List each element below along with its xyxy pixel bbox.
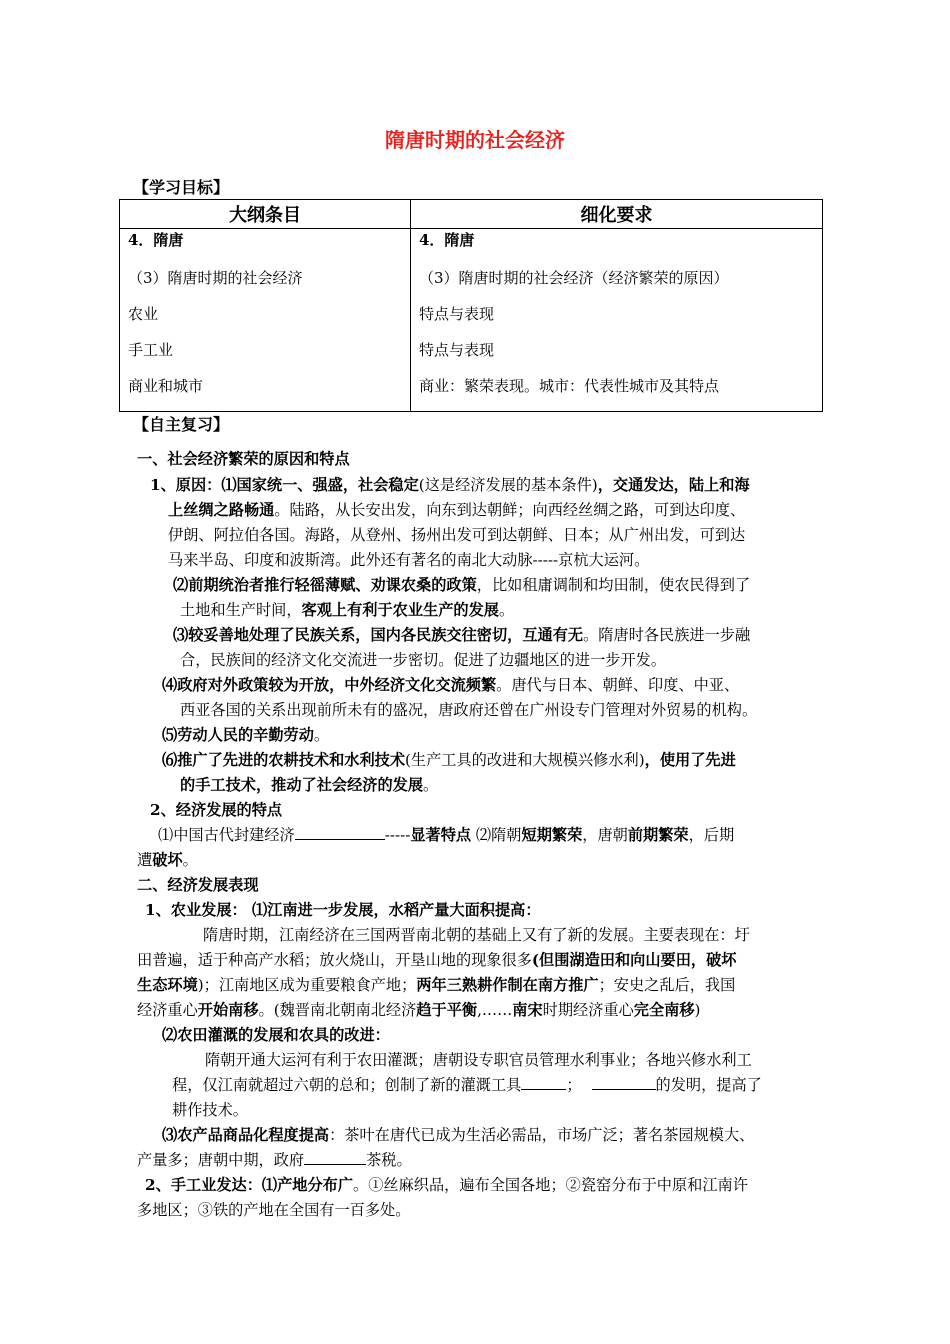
- goals-col2-item: 商业：繁荣表现。城市：代表性城市及其特点: [419, 377, 720, 395]
- goals-col1-item: 4．隋唐: [128, 231, 184, 249]
- features-line2: 遭破坏。: [137, 851, 198, 869]
- irrigation-line1: 隋朝开通大运河有利于农田灌溉；唐朝设专职官员管理水利事业；各地兴修水利工: [205, 1051, 752, 1069]
- irrigation-line3: 耕作技术。: [172, 1101, 248, 1119]
- reason-1-line2: 上丝绸之路畅通。陆路，从长安出发，向东到达朝鲜；向西经丝绸之路，可到达印度、: [168, 501, 746, 519]
- commercialization-line2: 产量多；唐朝中期，政府 茶税。: [137, 1151, 412, 1169]
- section-one-title: 一、社会经济繁荣的原因和特点: [137, 450, 350, 468]
- agriculture-line2: 田普遍，适于种高产水稻；放火烧山，开垦山地的现象很多(但围湖造田和向山要田，破坏: [137, 951, 737, 969]
- commercialization-line1: ⑶农产品商品化程度提高：茶叶在唐代已成为生活必需品，市场广泛；著名茶园规模大、: [162, 1126, 755, 1144]
- section-two-title: 二、经济发展表现: [137, 876, 259, 894]
- goals-col2-item: 特点与表现: [419, 341, 495, 359]
- agriculture-heading: 1、农业发展： ⑴江南进一步发展，水稻产量大面积提高：: [145, 901, 541, 919]
- goals-col2-cell: [411, 229, 823, 412]
- reason-1-line3: 伊朗、阿拉伯各国。海路，从登州、扬州出发可到达朝鲜、日本；从广州出发，可到达: [168, 526, 746, 544]
- reason-4: ⑷政府对外政策较为开放，中外经济文化交流频繁。唐代与日本、朝鲜、印度、中亚、: [162, 676, 740, 694]
- reason-3: ⑶较妥善地处理了民族关系，国内各民族交往密切，互通有无。隋唐时各民族进一步融: [173, 626, 751, 644]
- goals-col2-item: （3）隋唐时期的社会经济（经济繁荣的原因）: [419, 269, 729, 287]
- reason-3-line2: 合，民族间的经济文化交流进一步密切。促进了边疆地区的进一步开发。: [180, 651, 666, 669]
- goals-col2-item: 特点与表现: [419, 305, 495, 323]
- agriculture-line3: 生态环境)；江南地区成为重要粮食产地；两年三熟耕作制在南方推广；安史之乱后，我国: [137, 976, 736, 994]
- goals-table: [119, 199, 823, 412]
- irrigation-heading: ⑵农田灌溉的发展和农具的改进：: [162, 1026, 390, 1044]
- features-line1: ⑴中国古代封建经济 -----显著特点 ⑵隋朝短期繁荣，唐朝前期繁荣，后期: [158, 826, 735, 844]
- irrigation-line2: 程，仅江南就超过六朝的总和；创制了新的灌溉工具 ； 的发明，提高了: [172, 1076, 762, 1094]
- goals-col1-header: 大纲条目: [120, 200, 411, 229]
- goals-col1-item: 手工业: [128, 341, 174, 359]
- reason-1-line4: 马来半岛、印度和波斯湾。此外还有著名的南北大动脉-----京杭大运河。: [168, 551, 650, 569]
- features-heading: 2、经济发展的特点: [150, 801, 283, 819]
- review-heading: 【自主复习】: [133, 415, 230, 434]
- reason-6: ⑹推广了先进的农耕技术和水利技术(生产工具的改进和大规模兴修水利)，使用了先进: [162, 751, 736, 769]
- agriculture-line1: 隋唐时期，江南经济在三国两晋南北朝的基础上又有了新的发展。主要表现在：圩: [203, 926, 750, 944]
- goals-col1-item: 农业: [128, 305, 159, 323]
- reason-4-line2: 西亚各国的关系出现前所未有的盛况，唐政府还曾在广州设专门管理对外贸易的机构。: [180, 701, 758, 719]
- agriculture-line4: 经济重心开始南移。(魏晋南北朝南北经济趋于平衡,……南宋时期经济重心完全南移): [137, 1001, 701, 1019]
- goals-col2-header: 细化要求: [411, 200, 823, 229]
- handicraft-line2: 多地区；③铁的产地在全国有一百多处。: [137, 1201, 411, 1219]
- reason-1: 1、原因：⑴国家统一、强盛，社会稳定(这是经济发展的基本条件)，交通发达，陆上和海: [150, 476, 750, 494]
- goals-col1-cell: [120, 229, 411, 412]
- goals-col2-item: 4．隋唐: [419, 231, 475, 249]
- page-title: 隋唐时期的社会经济: [385, 128, 565, 152]
- reason-6-line2: 的手工技术，推动了社会经济的发展。: [180, 776, 439, 794]
- goals-heading: 【学习目标】: [133, 178, 230, 197]
- reason-5: ⑸劳动人民的辛勤劳动。: [162, 726, 330, 744]
- goals-col1-item: （3）隋唐时期的社会经济: [128, 269, 303, 287]
- reason-2: ⑵前期统治者推行轻徭薄赋、劝课农桑的政策，比如租庸调制和均田制，使农民得到了: [173, 576, 751, 594]
- goals-col1-item: 商业和城市: [128, 377, 204, 395]
- reason-2-line2: 土地和生产时间，客观上有利于农业生产的发展。: [180, 601, 515, 619]
- handicraft-line1: 2、手工业发达：⑴产地分布广。①丝麻织品，遍布全国各地；②瓷窑分布于中原和江南许: [145, 1176, 748, 1194]
